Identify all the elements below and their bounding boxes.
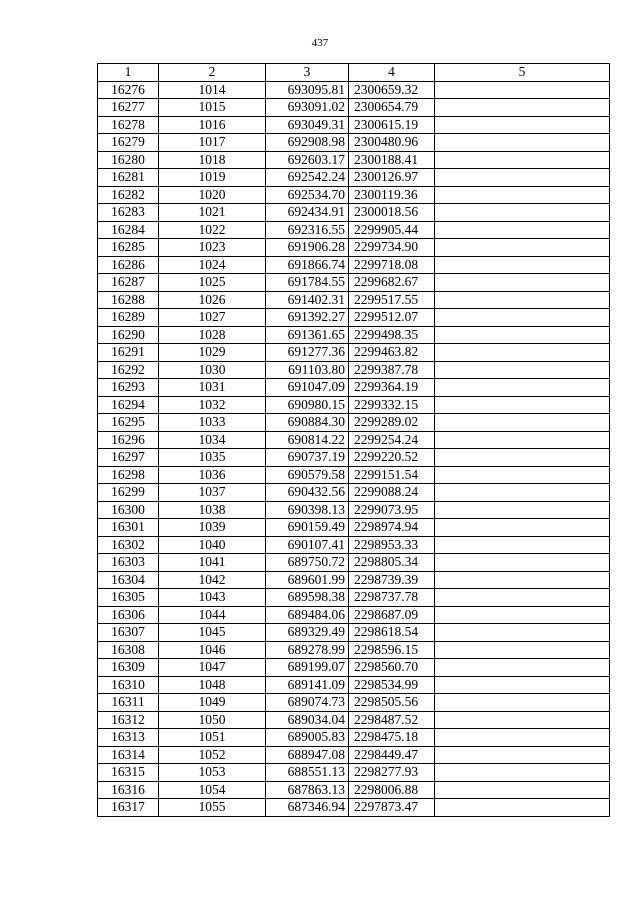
cell-point-id: 1024 [159,256,266,274]
cell-notes [435,81,610,99]
cell-point-number: 16314 [98,746,159,764]
cell-y-coordinate: 2299364.19 [349,379,435,397]
cell-x-coordinate: 690737.19 [266,449,349,467]
table-row [98,501,610,519]
cell-notes [435,694,610,712]
cell-point-id: 1043 [159,589,266,607]
cell-notes [435,589,610,607]
cell-y-coordinate: 2300480.96 [349,134,435,152]
table-row [98,624,610,642]
cell-y-coordinate: 2299289.02 [349,414,435,432]
cell-point-number: 16311 [98,694,159,712]
cell-point-number: 16288 [98,291,159,309]
cell-notes [435,256,610,274]
cell-point-number: 16315 [98,764,159,782]
cell-point-id: 1016 [159,116,266,134]
cell-point-id: 1039 [159,519,266,537]
cell-y-coordinate: 2299682.67 [349,274,435,292]
cell-point-id: 1017 [159,134,266,152]
cell-notes [435,99,610,117]
cell-point-id: 1018 [159,151,266,169]
cell-y-coordinate: 2299734.90 [349,239,435,257]
table-row [98,764,610,782]
table-row [98,746,610,764]
cell-point-number: 16285 [98,239,159,257]
cell-point-number: 16317 [98,799,159,817]
table-row [98,554,610,572]
table-row [98,484,610,502]
cell-point-number: 16316 [98,781,159,799]
cell-x-coordinate: 687346.94 [266,799,349,817]
cell-point-id: 1030 [159,361,266,379]
cell-y-coordinate: 2300659.32 [349,81,435,99]
table-row [98,274,610,292]
cell-y-coordinate: 2298277.93 [349,764,435,782]
column-header-5: 5 [435,64,610,82]
cell-point-number: 16313 [98,729,159,747]
cell-point-id: 1034 [159,431,266,449]
cell-x-coordinate: 693049.31 [266,116,349,134]
table-row [98,221,610,239]
cell-y-coordinate: 2300119.36 [349,186,435,204]
cell-y-coordinate: 2299151.54 [349,466,435,484]
cell-point-number: 16277 [98,99,159,117]
table-header-row [98,64,610,82]
cell-x-coordinate: 692434.91 [266,204,349,222]
cell-notes [435,799,610,817]
cell-point-id: 1025 [159,274,266,292]
cell-point-id: 1046 [159,641,266,659]
cell-x-coordinate: 689601.99 [266,571,349,589]
cell-point-number: 16276 [98,81,159,99]
cell-y-coordinate: 2299088.24 [349,484,435,502]
table-row [98,799,610,817]
cell-point-id: 1035 [159,449,266,467]
cell-y-coordinate: 2299073.95 [349,501,435,519]
cell-point-number: 16283 [98,204,159,222]
table-row [98,641,610,659]
cell-y-coordinate: 2299254.24 [349,431,435,449]
cell-x-coordinate: 689598.38 [266,589,349,607]
column-header-2: 2 [159,64,266,82]
cell-x-coordinate: 692534.70 [266,186,349,204]
cell-point-number: 16308 [98,641,159,659]
cell-point-id: 1048 [159,676,266,694]
cell-point-id: 1031 [159,379,266,397]
cell-x-coordinate: 689484.06 [266,606,349,624]
cell-point-id: 1020 [159,186,266,204]
cell-point-id: 1045 [159,624,266,642]
table-row [98,326,610,344]
table-row [98,256,610,274]
cell-point-id: 1047 [159,659,266,677]
cell-notes [435,169,610,187]
table-row [98,606,610,624]
cell-notes [435,204,610,222]
cell-notes [435,571,610,589]
cell-x-coordinate: 690107.41 [266,536,349,554]
table-row [98,659,610,677]
cell-x-coordinate: 692316.55 [266,221,349,239]
cell-notes [435,396,610,414]
cell-y-coordinate: 2299498.35 [349,326,435,344]
cell-point-number: 16305 [98,589,159,607]
cell-x-coordinate: 691047.09 [266,379,349,397]
table-row [98,431,610,449]
cell-y-coordinate: 2298618.54 [349,624,435,642]
cell-point-number: 16307 [98,624,159,642]
cell-notes [435,449,610,467]
table-row [98,99,610,117]
cell-y-coordinate: 2299220.52 [349,449,435,467]
cell-x-coordinate: 690579.58 [266,466,349,484]
cell-point-number: 16290 [98,326,159,344]
cell-point-id: 1029 [159,344,266,362]
table-body [98,81,610,816]
cell-x-coordinate: 689141.09 [266,676,349,694]
cell-notes [435,781,610,799]
column-header-3: 3 [266,64,349,82]
cell-x-coordinate: 690814.22 [266,431,349,449]
cell-y-coordinate: 2298687.09 [349,606,435,624]
cell-y-coordinate: 2299387.78 [349,361,435,379]
cell-x-coordinate: 689034.04 [266,711,349,729]
cell-point-id: 1033 [159,414,266,432]
cell-notes [435,414,610,432]
table-row [98,361,610,379]
cell-x-coordinate: 692542.24 [266,169,349,187]
cell-point-id: 1023 [159,239,266,257]
cell-notes [435,344,610,362]
cell-x-coordinate: 691784.55 [266,274,349,292]
cell-y-coordinate: 2299718.08 [349,256,435,274]
cell-x-coordinate: 691906.28 [266,239,349,257]
cell-point-number: 16292 [98,361,159,379]
cell-point-number: 16301 [98,519,159,537]
cell-y-coordinate: 2298534.99 [349,676,435,694]
table-row [98,344,610,362]
table-row [98,414,610,432]
cell-y-coordinate: 2300188.41 [349,151,435,169]
cell-point-id: 1051 [159,729,266,747]
cell-notes [435,116,610,134]
cell-x-coordinate: 688947.08 [266,746,349,764]
table-row [98,676,610,694]
cell-point-id: 1053 [159,764,266,782]
cell-y-coordinate: 2300615.19 [349,116,435,134]
cell-point-id: 1015 [159,99,266,117]
cell-point-number: 16296 [98,431,159,449]
cell-x-coordinate: 689278.99 [266,641,349,659]
cell-y-coordinate: 2298006.88 [349,781,435,799]
cell-notes [435,221,610,239]
cell-x-coordinate: 691361.65 [266,326,349,344]
cell-point-number: 16309 [98,659,159,677]
table-row [98,519,610,537]
cell-notes [435,466,610,484]
cell-x-coordinate: 691103.80 [266,361,349,379]
cell-point-id: 1040 [159,536,266,554]
cell-point-number: 16300 [98,501,159,519]
cell-x-coordinate: 690398.13 [266,501,349,519]
cell-y-coordinate: 2299517.55 [349,291,435,309]
table-row [98,466,610,484]
table-row [98,536,610,554]
page-number: 437 [311,37,329,49]
cell-notes [435,309,610,327]
cell-notes [435,274,610,292]
cell-x-coordinate: 687863.13 [266,781,349,799]
cell-point-id: 1054 [159,781,266,799]
cell-point-number: 16298 [98,466,159,484]
cell-y-coordinate: 2297873.47 [349,799,435,817]
coordinates-table [97,63,610,817]
cell-x-coordinate: 689199.07 [266,659,349,677]
table-row [98,239,610,257]
cell-x-coordinate: 689329.49 [266,624,349,642]
cell-point-number: 16279 [98,134,159,152]
cell-x-coordinate: 691392.27 [266,309,349,327]
cell-x-coordinate: 691866.74 [266,256,349,274]
cell-point-id: 1044 [159,606,266,624]
cell-x-coordinate: 691277.36 [266,344,349,362]
table-row [98,169,610,187]
table-row [98,81,610,99]
cell-notes [435,151,610,169]
cell-point-number: 16284 [98,221,159,239]
column-header-1: 1 [98,64,159,82]
cell-x-coordinate: 690159.49 [266,519,349,537]
cell-y-coordinate: 2300018.56 [349,204,435,222]
cell-y-coordinate: 2298805.34 [349,554,435,572]
cell-y-coordinate: 2299905.44 [349,221,435,239]
column-header-4: 4 [349,64,435,82]
table-row [98,729,610,747]
table-row [98,449,610,467]
cell-point-id: 1052 [159,746,266,764]
cell-notes [435,519,610,537]
cell-notes [435,746,610,764]
cell-point-number: 16306 [98,606,159,624]
cell-point-number: 16310 [98,676,159,694]
cell-y-coordinate: 2300654.79 [349,99,435,117]
cell-notes [435,764,610,782]
cell-notes [435,624,610,642]
cell-notes [435,606,610,624]
cell-x-coordinate: 692603.17 [266,151,349,169]
table-row [98,781,610,799]
cell-x-coordinate: 690980.15 [266,396,349,414]
cell-notes [435,361,610,379]
cell-y-coordinate: 2298737.78 [349,589,435,607]
cell-notes [435,536,610,554]
cell-y-coordinate: 2299463.82 [349,344,435,362]
cell-point-number: 16291 [98,344,159,362]
cell-y-coordinate: 2300126.97 [349,169,435,187]
cell-x-coordinate: 690432.56 [266,484,349,502]
table-row [98,151,610,169]
cell-point-number: 16295 [98,414,159,432]
cell-notes [435,134,610,152]
cell-point-id: 1037 [159,484,266,502]
cell-y-coordinate: 2298953.33 [349,536,435,554]
cell-point-number: 16280 [98,151,159,169]
cell-x-coordinate: 689074.73 [266,694,349,712]
cell-notes [435,554,610,572]
cell-x-coordinate: 693095.81 [266,81,349,99]
cell-notes [435,239,610,257]
cell-notes [435,484,610,502]
table-row [98,589,610,607]
cell-point-number: 16299 [98,484,159,502]
cell-y-coordinate: 2299512.07 [349,309,435,327]
cell-x-coordinate: 689005.83 [266,729,349,747]
cell-notes [435,641,610,659]
cell-point-number: 16293 [98,379,159,397]
cell-y-coordinate: 2298974.94 [349,519,435,537]
cell-point-number: 16294 [98,396,159,414]
cell-point-id: 1042 [159,571,266,589]
cell-notes [435,326,610,344]
cell-y-coordinate: 2298475.18 [349,729,435,747]
cell-notes [435,729,610,747]
cell-point-number: 16304 [98,571,159,589]
cell-point-id: 1036 [159,466,266,484]
cell-point-id: 1026 [159,291,266,309]
cell-x-coordinate: 692908.98 [266,134,349,152]
cell-notes [435,501,610,519]
cell-y-coordinate: 2298449.47 [349,746,435,764]
cell-y-coordinate: 2298487.52 [349,711,435,729]
cell-x-coordinate: 690884.30 [266,414,349,432]
table-row [98,309,610,327]
table-row [98,134,610,152]
cell-y-coordinate: 2298739.39 [349,571,435,589]
cell-x-coordinate: 689750.72 [266,554,349,572]
cell-point-number: 16289 [98,309,159,327]
cell-point-id: 1038 [159,501,266,519]
cell-point-number: 16312 [98,711,159,729]
cell-notes [435,186,610,204]
cell-point-number: 16297 [98,449,159,467]
cell-point-id: 1022 [159,221,266,239]
cell-point-number: 16286 [98,256,159,274]
cell-point-id: 1019 [159,169,266,187]
cell-point-id: 1032 [159,396,266,414]
cell-point-id: 1055 [159,799,266,817]
cell-point-number: 16302 [98,536,159,554]
table-row [98,711,610,729]
cell-point-id: 1049 [159,694,266,712]
cell-notes [435,659,610,677]
table-row [98,186,610,204]
cell-point-number: 16287 [98,274,159,292]
cell-notes [435,711,610,729]
cell-y-coordinate: 2298505.56 [349,694,435,712]
cell-point-number: 16282 [98,186,159,204]
cell-point-id: 1027 [159,309,266,327]
cell-notes [435,379,610,397]
cell-point-number: 16281 [98,169,159,187]
cell-point-number: 16278 [98,116,159,134]
cell-x-coordinate: 691402.31 [266,291,349,309]
table-row [98,204,610,222]
table-row [98,291,610,309]
cell-point-id: 1014 [159,81,266,99]
cell-point-number: 16303 [98,554,159,572]
table-row [98,571,610,589]
cell-point-id: 1028 [159,326,266,344]
table-row [98,396,610,414]
cell-notes [435,291,610,309]
cell-notes [435,676,610,694]
cell-point-id: 1021 [159,204,266,222]
table-row [98,379,610,397]
cell-x-coordinate: 688551.13 [266,764,349,782]
cell-y-coordinate: 2298560.70 [349,659,435,677]
table-row [98,694,610,712]
cell-y-coordinate: 2298596.15 [349,641,435,659]
table-row [98,116,610,134]
cell-x-coordinate: 693091.02 [266,99,349,117]
cell-notes [435,431,610,449]
cell-point-id: 1050 [159,711,266,729]
cell-y-coordinate: 2299332.15 [349,396,435,414]
cell-point-id: 1041 [159,554,266,572]
